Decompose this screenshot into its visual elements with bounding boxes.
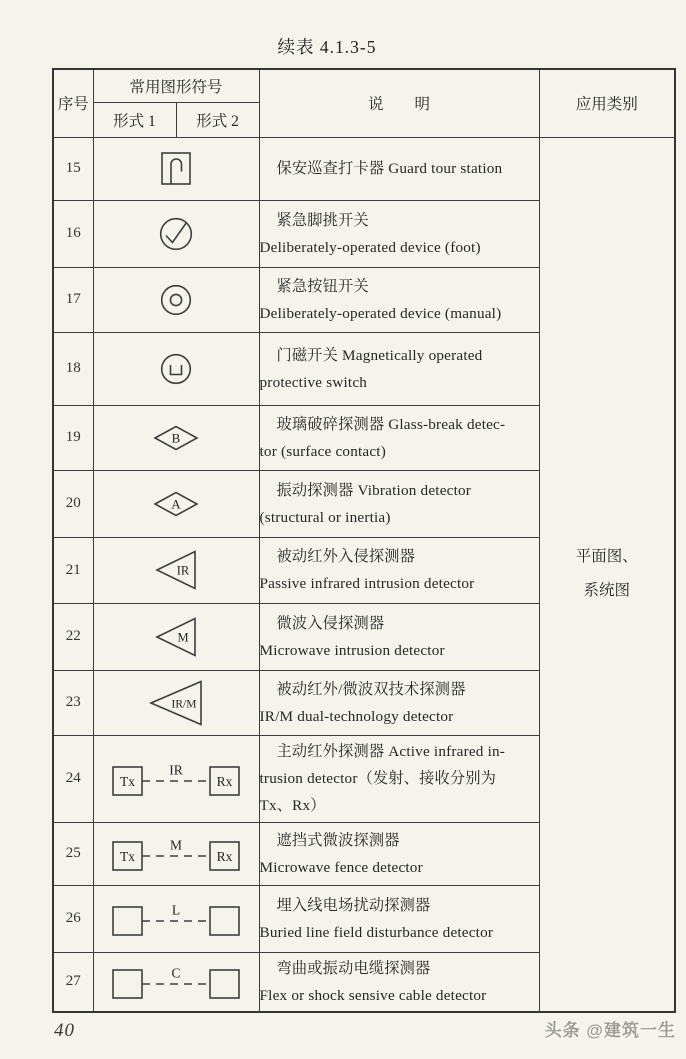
description-line: Deliberately-operated device (foot) — [259, 238, 481, 256]
row-serial: 16 — [53, 200, 93, 267]
description-line: tor (surface contact) — [259, 442, 386, 460]
description-line: 紧急按钮开关 — [276, 277, 369, 295]
svg-text:IR: IR — [176, 563, 190, 578]
description-line: 主动红外探测器 Active infrared in- — [276, 743, 506, 760]
row-serial: 18 — [53, 332, 93, 405]
description-line: 保安巡查打卡器 Guard tour station — [276, 160, 503, 177]
row-serial: 27 — [53, 952, 93, 1012]
flex-shock-cable-symbol — [111, 963, 241, 1001]
buried-line-symbol — [111, 900, 241, 938]
row-serial: 26 — [53, 885, 93, 952]
foot-switch-symbol — [158, 216, 194, 252]
microwave-fence-txrx-symbol — [111, 835, 241, 873]
description-line: 被动红外入侵探测器 — [276, 548, 416, 565]
description-line: 被动红外/微波双技术探测器 — [276, 680, 466, 698]
description-line: 紧急脚挑开关 — [276, 211, 369, 229]
svg-text:M: M — [169, 837, 183, 852]
description-line: Tx、Rx） — [259, 797, 326, 814]
passive-infrared-symbol — [154, 549, 198, 591]
row-serial: 22 — [53, 603, 93, 670]
description-line: Microwave intrusion detector — [259, 641, 445, 659]
row-serial: 21 — [53, 537, 93, 603]
ir-microwave-dual-symbol — [148, 679, 204, 727]
description-line: 振动探测器 Vibration detector — [276, 481, 472, 499]
svg-text:IR/M: IR/M — [171, 698, 197, 710]
description-line: 门磁开关 Magnetically operated — [276, 346, 483, 364]
row-serial: 23 — [53, 670, 93, 735]
page-number: 40 — [54, 1020, 75, 1041]
symbol-table — [52, 68, 676, 1013]
description-line: IR/M dual-technology detector — [259, 707, 454, 725]
microwave-intrusion-symbol — [154, 616, 198, 658]
guard-tour-station-symbol — [159, 150, 193, 187]
header-category: 应用类别 — [539, 69, 675, 137]
header-description: 说 明 — [259, 69, 539, 137]
description-line: 埋入线电场扰动探测器 — [276, 896, 431, 914]
svg-text:Rx: Rx — [216, 848, 233, 864]
description-line: Passive infrared intrusion detector — [259, 575, 475, 592]
svg-text:IR: IR — [169, 762, 183, 777]
row-serial: 17 — [53, 267, 93, 332]
active-infrared-txrx-symbol — [111, 760, 241, 798]
header-symbol-group: 常用图形符号 — [93, 69, 259, 102]
table-row — [53, 137, 675, 200]
glass-break-detector-symbol — [153, 424, 199, 452]
svg-text:Tx: Tx — [120, 773, 135, 789]
watermark: 头条 @建筑一生 — [544, 1021, 676, 1040]
manual-button-symbol — [159, 283, 193, 317]
svg-text:A: A — [171, 496, 181, 511]
svg-text:L: L — [171, 902, 181, 917]
category-line: 平面图、 — [575, 548, 638, 566]
table-title: 续表 4.1.3-5 — [277, 37, 377, 57]
svg-text:Rx: Rx — [216, 773, 233, 789]
description-line: protective switch — [259, 373, 368, 391]
row-serial: 19 — [53, 405, 93, 470]
description-line: Microwave fence detector — [259, 858, 423, 876]
category-line: 系统图 — [583, 582, 631, 600]
description-line: 遮挡式微波探测器 — [276, 831, 400, 849]
svg-text:B: B — [171, 430, 181, 445]
header-form1: 形式 1 — [93, 102, 176, 137]
row-serial: 20 — [53, 470, 93, 537]
description-line: 微波入侵探测器 — [276, 614, 385, 632]
row-serial: 25 — [53, 822, 93, 885]
description-line: 弯曲或振动电缆探测器 — [276, 959, 431, 977]
description-line: Buried line field disturbance detector — [259, 923, 494, 941]
header-serial: 序号 — [53, 69, 93, 137]
svg-text:Tx: Tx — [120, 848, 135, 864]
row-serial: 15 — [53, 137, 93, 200]
row-serial: 24 — [53, 735, 93, 822]
vibration-detector-symbol — [153, 490, 199, 518]
description-line: trusion detector（发射、接收分别为 — [259, 770, 497, 787]
header-form2: 形式 2 — [176, 102, 259, 137]
description-line: Flex or shock sensive cable detector — [259, 986, 487, 1004]
svg-text:C: C — [171, 965, 181, 981]
application-category — [539, 137, 675, 1012]
description-line: 玻璃破碎探测器 Glass-break detec- — [276, 415, 506, 433]
description-line: Deliberately-operated device (manual) — [259, 304, 502, 322]
magnetic-switch-symbol — [159, 352, 193, 386]
description-line: (structural or inertia) — [259, 508, 391, 526]
svg-text:M: M — [177, 630, 189, 644]
